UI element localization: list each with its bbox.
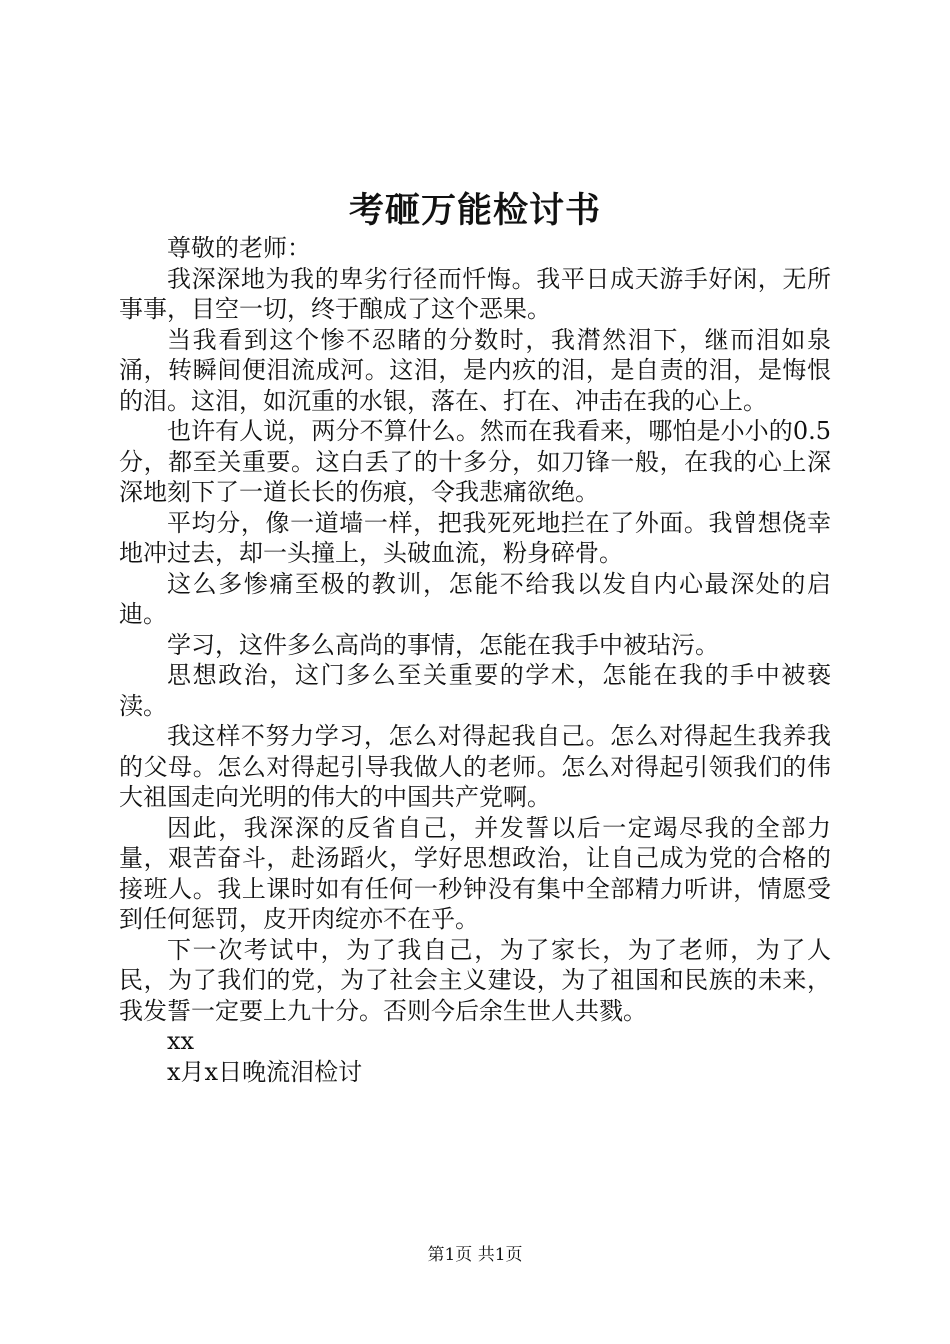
paragraph-3: 也许有人说，两分不算什么。然而在我看来，哪怕是小小的0.5分，都至关重要。这白丢了的十多分，如刀锋一般，在我的心上深深地刻下了一道长长的伤痕，令我悲痛欲绝。	[119, 417, 831, 506]
page-number-footer: 第1页 共1页	[427, 1245, 523, 1265]
paragraph-9: 因此，我深深的反省自己，并发誓以后一定竭尽我的全部力量，艰苦奋斗，赴汤蹈火，学好思想政治，让自己成为党的合格的接班人。我上课时如有任何一秒钟没有集中全部精力听讲，情愿受到任何惩罚，皮开肉绽亦不在乎。	[119, 813, 831, 933]
paragraph-1: 我深深地为我的卑劣行径而忏悔。我平日成天游手好闲，无所事事，目空一切，终于酿成了这个恶果。	[119, 264, 831, 323]
paragraph-2: 当我看到这个惨不忍睹的分数时，我潸然泪下，继而泪如泉涌，转瞬间便泪流成河。这泪，是内疚的泪，是自责的泪，是悔恨的泪。这泪，如沉重的水银，落在、打在、冲击在我的心上。	[119, 325, 831, 415]
salutation: 尊敬的老师：	[167, 234, 311, 262]
signature: xx	[167, 1027, 195, 1055]
paragraph-6: 学习，这件多么高尚的事情，怎能在我手中被玷污。	[167, 630, 719, 659]
paragraph-7: 思想政治，这门多么至关重要的学术，怎能在我的手中被亵渎。	[119, 661, 831, 720]
paragraph-8: 我这样不努力学习，怎么对得起我自己。怎么对得起生我养我的父母。怎么对得起引导我做人的老师。怎么对得起引领我们的伟大祖国走向光明的伟大的中国共产党啊。	[119, 722, 831, 811]
document-body	[119, 233, 831, 1087]
document-title: 考砸万能检讨书	[348, 190, 601, 231]
paragraph-5: 这么多惨痛至极的教训，怎能不给我以发自内心最深处的启迪。	[119, 569, 831, 628]
paragraph-10: 下一次考试中，为了我自己，为了家长，为了老师，为了人民，为了我们的党，为了社会主义建设，为了祖国和民族的未来，我发誓一定要上九十分。否则今后余生世人共戮。	[119, 935, 831, 1025]
date-line: x月x日晚流泪检讨	[167, 1057, 363, 1086]
paragraph-4: 平均分，像一道墙一样，把我死死地拦在了外面。我曾想侥幸地冲过去，却一头撞上，头破血流，粉身碎骨。	[119, 508, 831, 567]
